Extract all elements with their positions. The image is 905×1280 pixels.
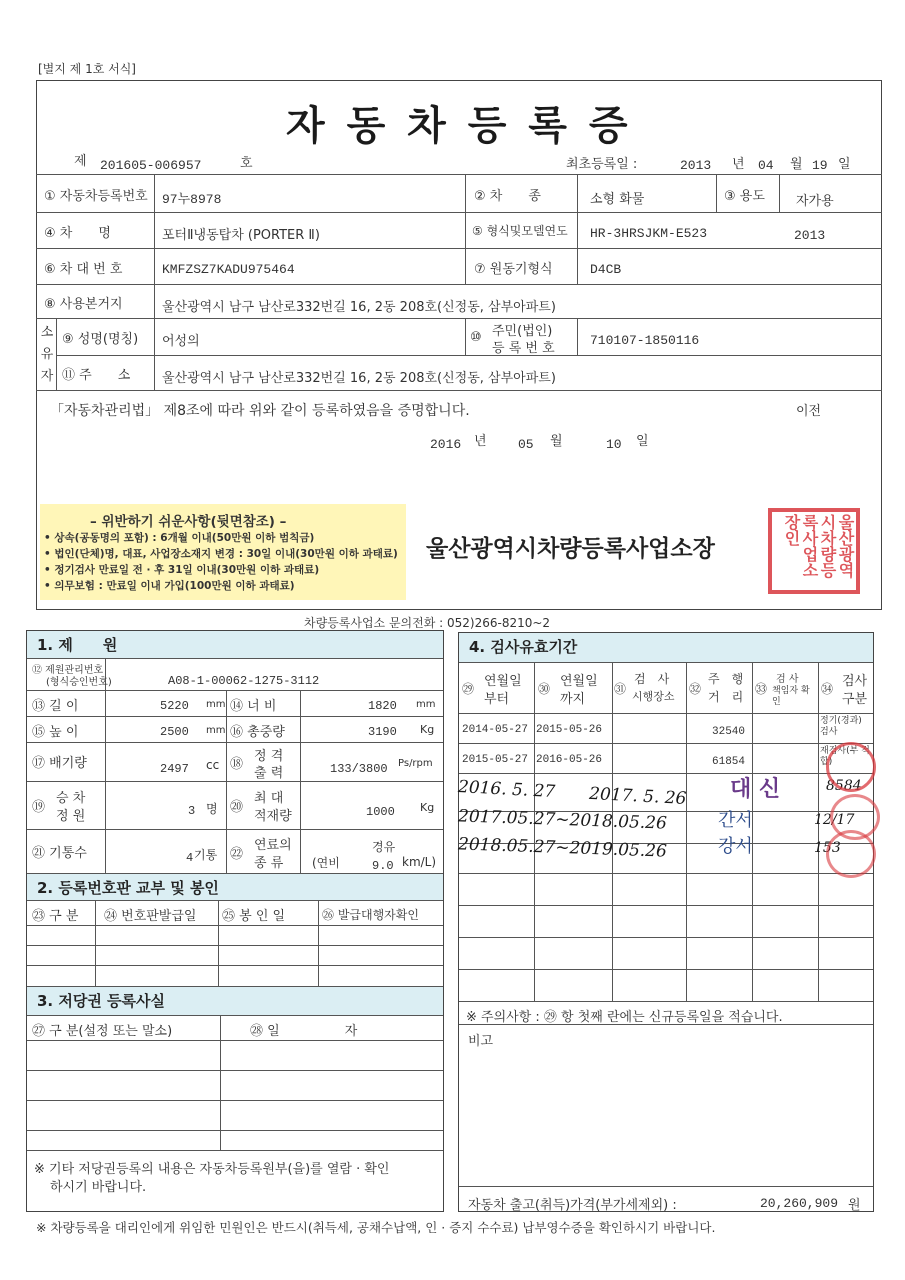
insp-row-km: 32540 <box>712 726 746 738</box>
warning-title: – 위반하기 쉬운사항(뒷면참조) – <box>90 514 287 530</box>
inspection-panel <box>458 632 874 1212</box>
insp-row-kind: 정기(경과) 검사 <box>820 716 862 737</box>
address-value: 울산광역시 남구 남산로332번길 16, 2동 208호(신정동, 삼부아파트) <box>162 371 556 386</box>
car-name-value: 포터Ⅱ냉동탑차 (PORTER Ⅱ) <box>162 228 320 243</box>
certify-tag: 이전 <box>796 404 822 419</box>
displacement-label: ⑰ 배기량 <box>32 756 87 771</box>
length-value: 5220 <box>160 699 189 713</box>
model-value: HR-3HRSJKM-E523 <box>590 226 708 241</box>
owner-name-value: 어성의 <box>162 334 200 349</box>
cylinders-value: 4 <box>186 851 194 865</box>
engine-label: ⑦ 원동기형식 <box>474 262 553 277</box>
total-weight-unit: Kg <box>420 723 435 736</box>
insp-col-kind-num: ㉞ <box>821 682 834 696</box>
official-seal <box>768 508 860 594</box>
hand-entry-km: 12/17 <box>814 812 855 828</box>
payload-num: ⑳ <box>230 800 244 815</box>
insp-col-to: 연월일 <box>560 674 598 689</box>
plate-col-agent: ㉖ 발급대행자확인 <box>322 908 419 922</box>
remarks-label: 비고 <box>468 1034 494 1049</box>
owner-side-label: 소유자 <box>40 325 54 384</box>
hand-entry-km: 8584 <box>826 778 862 794</box>
hand-entry-place: 대 신 <box>730 776 781 802</box>
seats-num: ⑲ <box>32 800 46 815</box>
power-num: ⑱ <box>230 757 244 772</box>
power-unit: Ps/rpm <box>398 758 433 769</box>
car-type-value: 소형 화물 <box>590 192 645 207</box>
mortgage-col-date: ㉘ 일 자 <box>250 1024 358 1039</box>
insp-col-place: 검 사 <box>634 672 670 686</box>
plate-value: 97누8978 <box>162 192 222 207</box>
contact-line: 차량등록사업소 문의전화 : 052)266-8210~2 <box>304 616 551 630</box>
length-label: ⑬ 길 이 <box>32 699 79 714</box>
first-reg-day: 19 <box>812 158 828 173</box>
vin-label: ⑥ 차 대 번 호 <box>44 262 123 277</box>
total-weight-value: 3190 <box>368 725 397 739</box>
price-label: 자동차 출고(취득)가격(부가세제외) : <box>468 1198 677 1213</box>
plate-label: ① 자동차등록번호 <box>44 189 148 204</box>
plate-col-type: ㉓ 구 분 <box>32 909 79 924</box>
width-unit: mm <box>416 699 436 710</box>
engine-value: D4CB <box>590 262 622 277</box>
insp-col-km: 주 행 <box>708 672 744 686</box>
mortgage-col-type: ㉗ 구 분(설정 또는 말소) <box>32 1024 173 1039</box>
price-value: 20,260,909 <box>760 1196 839 1211</box>
fuel-label-1: 연료의 <box>254 838 292 853</box>
office-name: 울산광역시차량등록사업소장 <box>426 536 715 562</box>
mortgage-heading: 3. 저당권 등록사실 <box>27 986 443 1016</box>
payload-label-1: 최 대 <box>254 791 284 806</box>
owner-id-num: ⑩ <box>470 330 482 345</box>
issue-month: 05 <box>518 437 534 452</box>
first-reg-month-unit: 월 <box>790 157 803 172</box>
model-label: ⑤ 형식및모델연도 <box>472 224 568 238</box>
use-value: 자가용 <box>796 194 834 209</box>
fuel-eff-label: (연비 <box>312 856 340 870</box>
insp-row-from: 2015-05-27 <box>462 754 529 766</box>
fuel-eff-value: 9.0 <box>372 859 394 873</box>
warning-item: • 법인(단체)명, 대표, 사업장소재지 변경 : 30일 이내(30만원 이하 과태료) <box>44 548 398 560</box>
payload-value: 1000 <box>366 805 395 819</box>
fuel-num: ㉒ <box>230 847 244 862</box>
insp-col-to-2: 까지 <box>560 692 586 707</box>
reg-no-suffix: 호 <box>240 156 253 171</box>
payload-label-2: 적재량 <box>254 809 292 824</box>
base-label: ⑧ 사용본거지 <box>44 297 123 312</box>
owner-name-label: ⑨ 성명(명칭) <box>62 332 139 347</box>
insp-col-kind: 검사 <box>842 674 868 689</box>
insp-col-kind-2: 구분 <box>842 692 868 707</box>
height-unit: mm <box>206 725 226 736</box>
hand-entry-km: 153 <box>814 840 841 856</box>
warning-item: • 정기검사 만료일 전 · 후 31일 이내(30만원 이하 과태료) <box>44 564 320 576</box>
insp-col-officer: 검 사 <box>776 674 799 685</box>
cylinders-unit: 기통 <box>194 848 218 862</box>
plate-issue-heading: 2. 등록번호판 교부 및 봉인 <box>27 873 443 901</box>
mortgage-note-1: ※ 기타 저당권등록의 내용은 자동차등록원부(을)를 열람 · 확인 <box>34 1162 390 1177</box>
width-value: 1820 <box>368 699 397 713</box>
reg-no-value: 201605-006957 <box>100 158 202 173</box>
price-unit: 원 <box>848 1198 861 1213</box>
insp-row-from: 2014-05-27 <box>462 724 529 736</box>
seats-label-2: 정 원 <box>56 809 86 824</box>
seal-text: 울산광역시차량등록사업소장인 <box>782 514 855 578</box>
car-type-label: ② 차 종 <box>474 189 541 204</box>
seats-unit: 명 <box>206 802 218 816</box>
owner-id-label-1: 주민(법인) <box>492 324 553 339</box>
seats-value: 3 <box>188 804 196 818</box>
displacement-value: 2497 <box>160 762 189 776</box>
mortgage-note-2: 하시기 바랍니다. <box>50 1180 147 1195</box>
displacement-unit: cc <box>206 758 220 772</box>
spec-heading: 1. 제 원 <box>27 631 443 659</box>
certify-text: 「자동차관리법」 제8조에 따라 위와 같이 등록하였음을 증명합니다. <box>50 403 470 419</box>
owner-id-label-2: 등 록 번 호 <box>492 341 555 356</box>
insp-col-from: 연월일 <box>484 674 522 689</box>
caution-note: ※ 주의사항 : ㉙ 항 첫째 란에는 신규등록일을 적습니다. <box>466 1010 783 1025</box>
fuel-value: 경유 <box>372 840 396 854</box>
payload-unit: Kg <box>420 801 435 814</box>
warning-item: • 상속(공동명의 포함) : 6개월 이내(50만원 이하 범칙금) <box>44 532 315 544</box>
seats-label-1: 승 차 <box>56 791 86 806</box>
hand-entry-place: 간서 <box>718 810 753 831</box>
first-reg-label: 최초등록일 : <box>566 157 638 172</box>
page-title: 자 동 차 등 록 증 <box>286 102 632 149</box>
inspection-heading: 4. 검사유효기간 <box>459 633 873 663</box>
insp-col-km-2: 거 리 <box>708 690 744 704</box>
car-name-label: ④ 차 명 <box>44 226 111 241</box>
hand-entry: 2018.05.27~2019.05.26 <box>457 834 668 862</box>
issue-day-unit: 일 <box>636 434 649 449</box>
insp-row-to: 2015-05-26 <box>536 724 603 736</box>
inspection-stamp <box>826 830 876 878</box>
address-label: ⑪ 주 소 <box>62 368 131 383</box>
insp-col-place-num: ㉛ <box>614 682 627 696</box>
insp-col-to-num: ㉚ <box>538 682 551 696</box>
insp-col-km-num: ㉜ <box>689 682 702 696</box>
insp-col-officer-num: ㉝ <box>755 682 768 696</box>
hand-entry-place: 강서 <box>718 836 753 857</box>
inspection-stamp <box>826 742 876 792</box>
fuel-eff-unit: km/L) <box>402 855 437 869</box>
vin-value: KMFZSZ7KADU975464 <box>162 262 295 277</box>
issue-day: 10 <box>606 437 622 452</box>
hand-entry: 2016. 5. 27 2017. 5. 26 <box>457 777 687 809</box>
first-reg-year-unit: 년 <box>732 157 745 172</box>
insp-col-from-num: ㉙ <box>462 682 475 696</box>
width-label: ⑭ 너 비 <box>230 699 277 714</box>
power-label-2: 출 력 <box>254 766 284 781</box>
approval-label-1: ⑫ 제원관리번호 <box>32 665 104 676</box>
plate-col-issue-date: ㉔ 번호판발급일 <box>104 909 197 924</box>
first-reg-day-unit: 일 <box>838 157 851 172</box>
base-value: 울산광역시 남구 남산로332번길 16, 2동 208호(신정동, 삼부아파트) <box>162 300 556 315</box>
height-label: ⑮ 높 이 <box>32 725 79 740</box>
footer-note: ※ 차량등록을 대리인에게 위임한 민원인은 반드시(취득세, 공채수납액, 인 · 증지 수수료) 납부영수증을 확인하시기 바랍니다. <box>36 1220 716 1235</box>
power-value: 133/3800 <box>330 762 388 776</box>
hand-entry: 2017.05.27~2018.05.26 <box>457 806 668 834</box>
insp-col-place-2: 시행장소 <box>632 690 675 703</box>
owner-id-value: 710107-1850116 <box>590 333 700 348</box>
approval-label-2: (형식승인번호) <box>46 677 112 688</box>
reg-no-prefix: 제 <box>74 154 87 169</box>
power-label-1: 정 격 <box>254 749 284 764</box>
use-label: ③ 용도 <box>724 189 765 204</box>
issue-year-unit: 년 <box>474 434 487 449</box>
form-label: [별지 제 1호 서식] <box>38 62 136 76</box>
insp-row-kind: 재검사(부 적합) <box>820 746 870 767</box>
insp-col-officer-2: 책임자 확인 <box>772 686 810 707</box>
approval-value: A08-1-00062-1275-3112 <box>168 674 320 688</box>
height-value: 2500 <box>160 725 189 739</box>
issue-year: 2016 <box>430 437 462 452</box>
insp-col-from-2: 부터 <box>484 692 510 707</box>
first-reg-month: 04 <box>758 158 774 173</box>
fuel-label-2: 종 류 <box>254 856 284 871</box>
insp-row-km: 61854 <box>712 756 746 768</box>
cylinders-label: ㉑ 기통수 <box>32 846 87 861</box>
insp-row-to: 2016-05-26 <box>536 754 603 766</box>
model-year: 2013 <box>794 228 826 243</box>
plate-col-seal-date: ㉕ 봉 인 일 <box>222 909 286 924</box>
total-weight-label: ⑯ 총중량 <box>230 725 285 740</box>
issue-month-unit: 월 <box>550 434 563 449</box>
length-unit: mm <box>206 699 226 710</box>
warning-item: • 의무보험 : 만료일 이내 가입(100만원 이하 과태료) <box>44 580 295 592</box>
first-reg-year: 2013 <box>680 158 712 173</box>
